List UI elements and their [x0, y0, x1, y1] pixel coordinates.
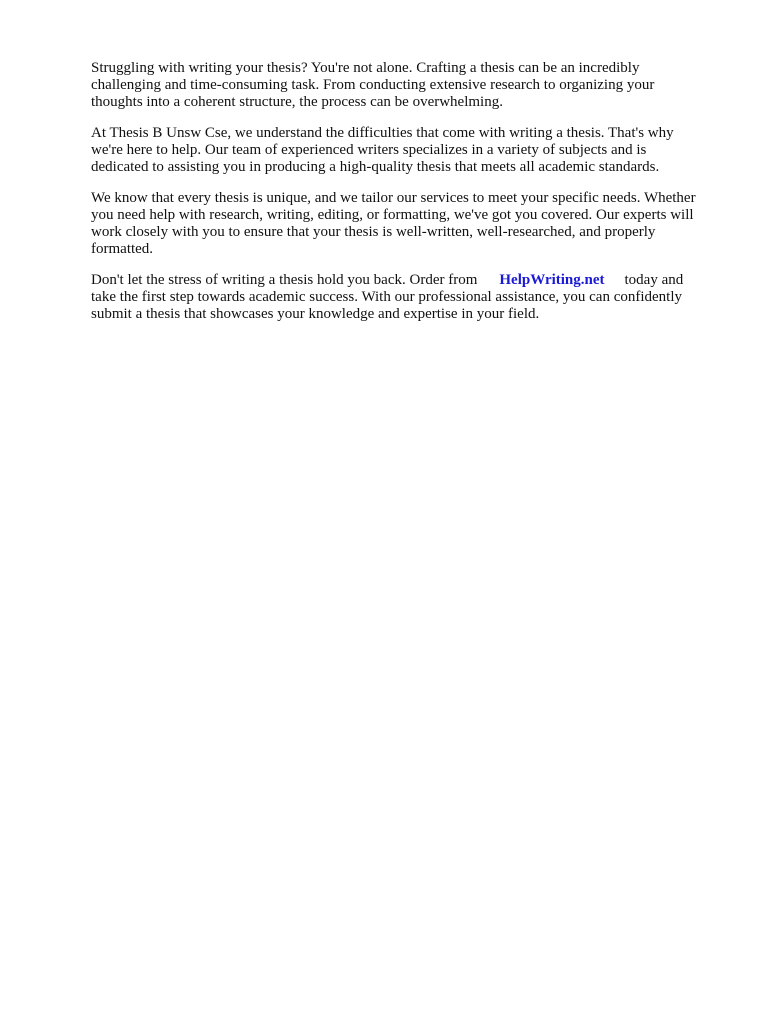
text-line: you need help with research, writing, editing, or formatting, we've got you covered. Our experts will	[91, 207, 694, 223]
paragraph-call-to-action	[91, 272, 721, 323]
document-page	[91, 60, 721, 337]
text-line: take the first step towards academic success. With our professional assistance, you can confidently	[91, 289, 683, 305]
paragraph-services	[91, 190, 721, 258]
text-after-link: today and	[624, 272, 684, 288]
helpwriting-link[interactable]: HelpWriting.net	[499, 272, 605, 288]
paragraph-about	[91, 125, 721, 176]
text-line-with-link	[91, 272, 721, 289]
text-line: We know that every thesis is unique, and we tailor our services to meet your specific needs. Whether	[91, 190, 696, 206]
text-line: work closely with you to ensure that your thesis is well-written, well-researched, and properly	[91, 224, 656, 240]
text-before-link: Don't let the stress of writing a thesis hold you back. Order from	[91, 272, 478, 288]
text-line: dedicated to assisting you in producing a high-quality thesis that meets all academic standards.	[91, 159, 660, 175]
text-line: submit a thesis that showcases your knowledge and expertise in your field.	[91, 306, 540, 322]
text-line: Struggling with writing your thesis? You're not alone. Crafting a thesis can be an incredibly	[91, 60, 640, 76]
paragraph-intro	[91, 60, 721, 111]
text-line: At Thesis B Unsw Cse, we understand the difficulties that come with writing a thesis. That's why	[91, 125, 674, 141]
text-line: challenging and time-consuming task. From conducting extensive research to organizing your	[91, 77, 655, 93]
text-line: thoughts into a coherent structure, the process can be overwhelming.	[91, 94, 503, 110]
text-line: formatted.	[91, 241, 154, 257]
text-line: we're here to help. Our team of experienced writers specializes in a variety of subjects and is	[91, 142, 647, 158]
